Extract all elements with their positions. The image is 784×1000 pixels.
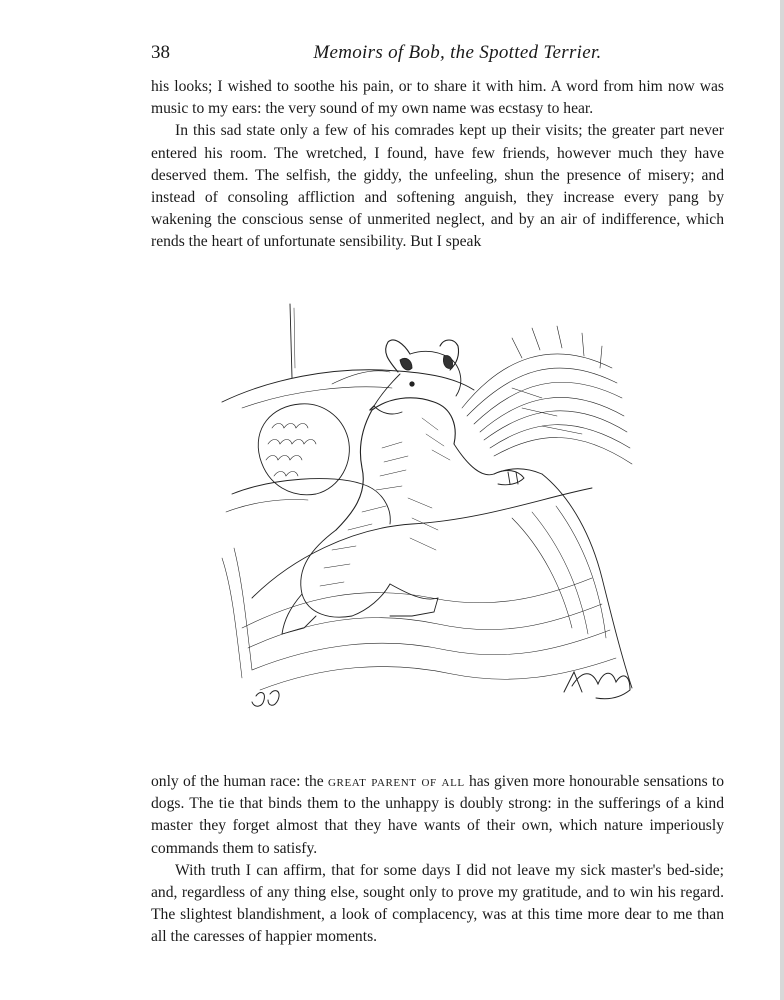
- dog-and-child-engraving: [212, 298, 657, 718]
- bottom-text-block: [151, 771, 724, 949]
- running-title: Memoirs of Bob, the Spotted Terrier.: [313, 42, 602, 63]
- text-after-smallcaps: has given more honourable sensations to dogs. The tie that binds them to the unhappy is doubly strong: in the sufferings of a kind master they forget almost that they have wants of their own, which nature imperiously commands them to satisfy.: [151, 773, 724, 857]
- top-text-block: [151, 76, 724, 254]
- page-edge: [780, 0, 784, 1000]
- page-number: 38: [151, 42, 170, 63]
- paragraph-continued: his looks; I wished to soothe his pain, or to share it with him. A word from him now was music to my ears: the very sound of my own name was ecstasy to hear.: [151, 78, 724, 118]
- page-header: [151, 42, 724, 68]
- paragraph-sad-state: In this sad state only a few of his comrades kept up their visits; the greater part never entered his room. The wretched, I found, have few friends, however much they have deserved them. The selfish, the giddy, the unfeeling, shun the presence of misery; and instead of consoling affliction and softening anguish, they increase every pang by wakening the conscious sense of unmerited neglect, and by an air of indifference, which rends the heart of unfortunate sensibility. But I speak: [151, 122, 724, 251]
- paragraph-with-truth: With truth I can affirm, that for some days I did not leave my sick master's bed-side; and, regardless of any thing else, sought only to prove my gratitude, and to win his regard. The slightest blandishment, a look of complacency, was at this time more dear to me than all the caresses of happier moments.: [151, 861, 724, 946]
- text-before-smallcaps: only of the human race: the: [151, 773, 328, 790]
- great-parent-phrase: great parent of all: [327, 773, 465, 790]
- paragraph-human-race: [151, 771, 724, 860]
